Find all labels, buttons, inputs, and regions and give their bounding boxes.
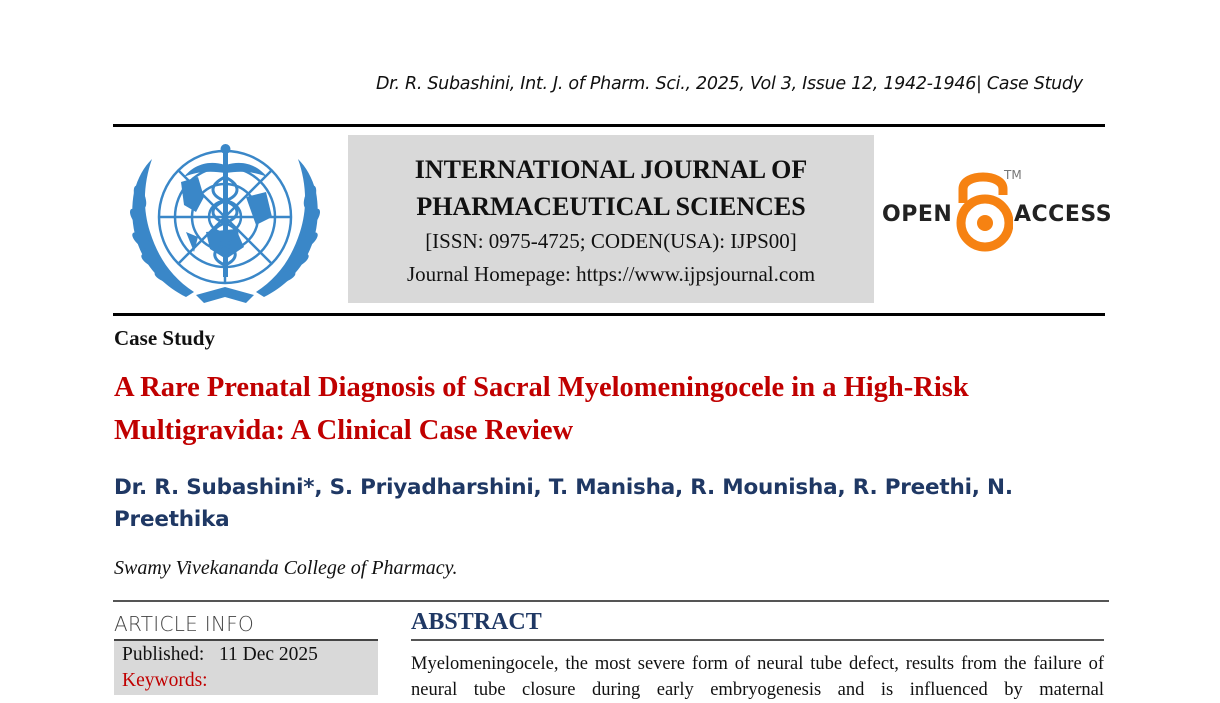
abstract-heading: ABSTRACT — [411, 609, 542, 635]
open-access-logo — [880, 165, 1113, 255]
journal-name-line1: INTERNATIONAL JOURNAL OF — [414, 155, 808, 184]
published-label: Published: — [122, 644, 205, 665]
masthead-top-rule — [113, 124, 1105, 127]
article-info-heading: ARTICLE INFO — [114, 612, 255, 636]
issn-line: [ISSN: 0975-4725; CODEN(USA): IJPS00] — [425, 229, 797, 253]
open-access-word-open: OPEN — [882, 202, 953, 227]
journal-name — [348, 151, 874, 225]
article-title-line1: A Rare Prenatal Diagnosis of Sacral Myelomeningocele in a High-Risk — [114, 372, 969, 403]
author-list: Dr. R. Subashini*, S. Priyadharshini, T. Manisha, R. Mounisha, R. Preethi, N. Preethika — [114, 475, 1013, 532]
article-type-label: Case Study — [114, 326, 215, 350]
published-row — [122, 644, 318, 666]
journal-name-line2: PHARMACEUTICAL SCIENCES — [416, 192, 806, 221]
keywords-label: Keywords: — [122, 670, 208, 691]
masthead-bottom-rule — [113, 313, 1105, 316]
section-divider — [113, 600, 1109, 602]
article-title-line2: Multigravida: A Clinical Case Review — [114, 415, 574, 446]
journal-masthead — [348, 135, 874, 303]
running-head: Dr. R. Subashini, Int. J. of Pharm. Sci., 2025, Vol 3, Issue 12, 1942-1946| Case Study — [376, 74, 1083, 94]
open-access-word-access: ACCESS — [1014, 202, 1113, 227]
trademark-symbol: TM — [1004, 168, 1022, 182]
caduceus-globe-emblem-icon — [126, 137, 324, 305]
article-info-box — [114, 641, 378, 695]
article-title — [114, 366, 1114, 452]
journal-homepage[interactable]: Journal Homepage: https://www.ijpsjournal.com — [406, 262, 816, 286]
abstract-rule — [411, 639, 1104, 641]
affiliation: Swamy Vivekananda College of Pharmacy. — [114, 557, 458, 579]
abstract-text: Myelomeningocele, the most severe form of neural tube defect, results from the failure of neural tube closure during early embryogenesis and is influenced by maternal — [411, 654, 1104, 700]
published-date: 11 Dec 2025 — [218, 644, 318, 665]
